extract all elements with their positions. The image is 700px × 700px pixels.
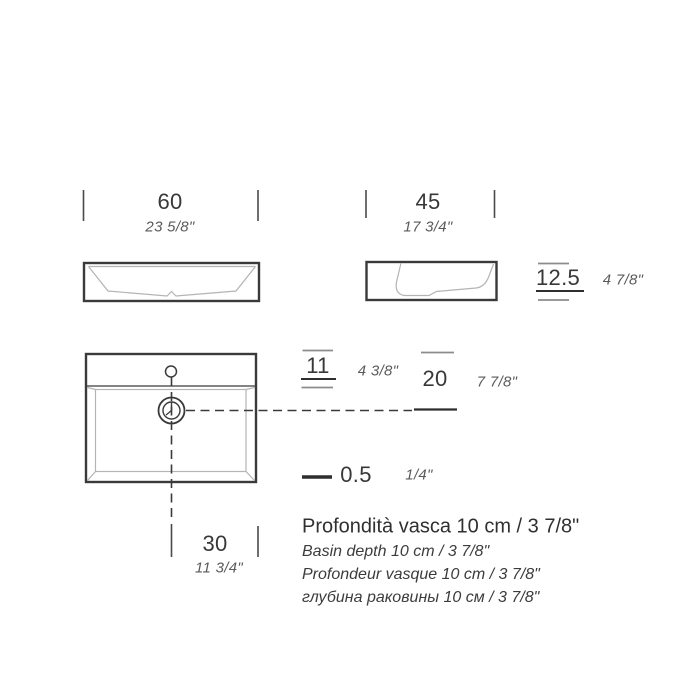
dim-drain-depth-cm: 20 bbox=[422, 366, 448, 391]
front-view-drawing bbox=[84, 263, 259, 301]
dim-drain-depth-inch: 7 7/8" bbox=[476, 373, 518, 391]
dim-overall-depth-inch: 17 3/4" bbox=[403, 218, 453, 236]
note-english: Basin depth 10 cm / 3 7/8" bbox=[302, 543, 490, 560]
dim-rim-thickness-inch: 1/4" bbox=[405, 466, 433, 484]
dim-height-cm: 12.5 bbox=[536, 265, 581, 290]
top-view-drawing bbox=[86, 354, 256, 482]
dim-overall-width-inch: 23 5/8" bbox=[145, 218, 195, 236]
dim-drain-offset-inch: 11 3/4" bbox=[194, 559, 244, 577]
note-russian: глубина раковины 10 см / 3 7/8" bbox=[302, 589, 540, 606]
note-french: Profondeur vasque 10 cm / 3 7/8" bbox=[302, 566, 540, 583]
dim-drain-offset-cm: 30 bbox=[202, 531, 228, 556]
dim-overall-depth-cm: 45 bbox=[415, 189, 441, 214]
faucet-hole-icon bbox=[166, 366, 177, 377]
dim-height-inch: 4 7/8" bbox=[602, 271, 644, 289]
dim-deck-depth-cm: 11 bbox=[306, 353, 330, 378]
dim-deck-depth-inch: 4 3/8" bbox=[357, 362, 399, 380]
dim-overall-width-cm: 60 bbox=[157, 189, 183, 214]
note-italian: Profondità vasca 10 cm / 3 7/8" bbox=[302, 515, 580, 538]
side-view-drawing bbox=[367, 262, 497, 300]
dim-rim-thickness-cm: 0.5 bbox=[340, 462, 372, 487]
